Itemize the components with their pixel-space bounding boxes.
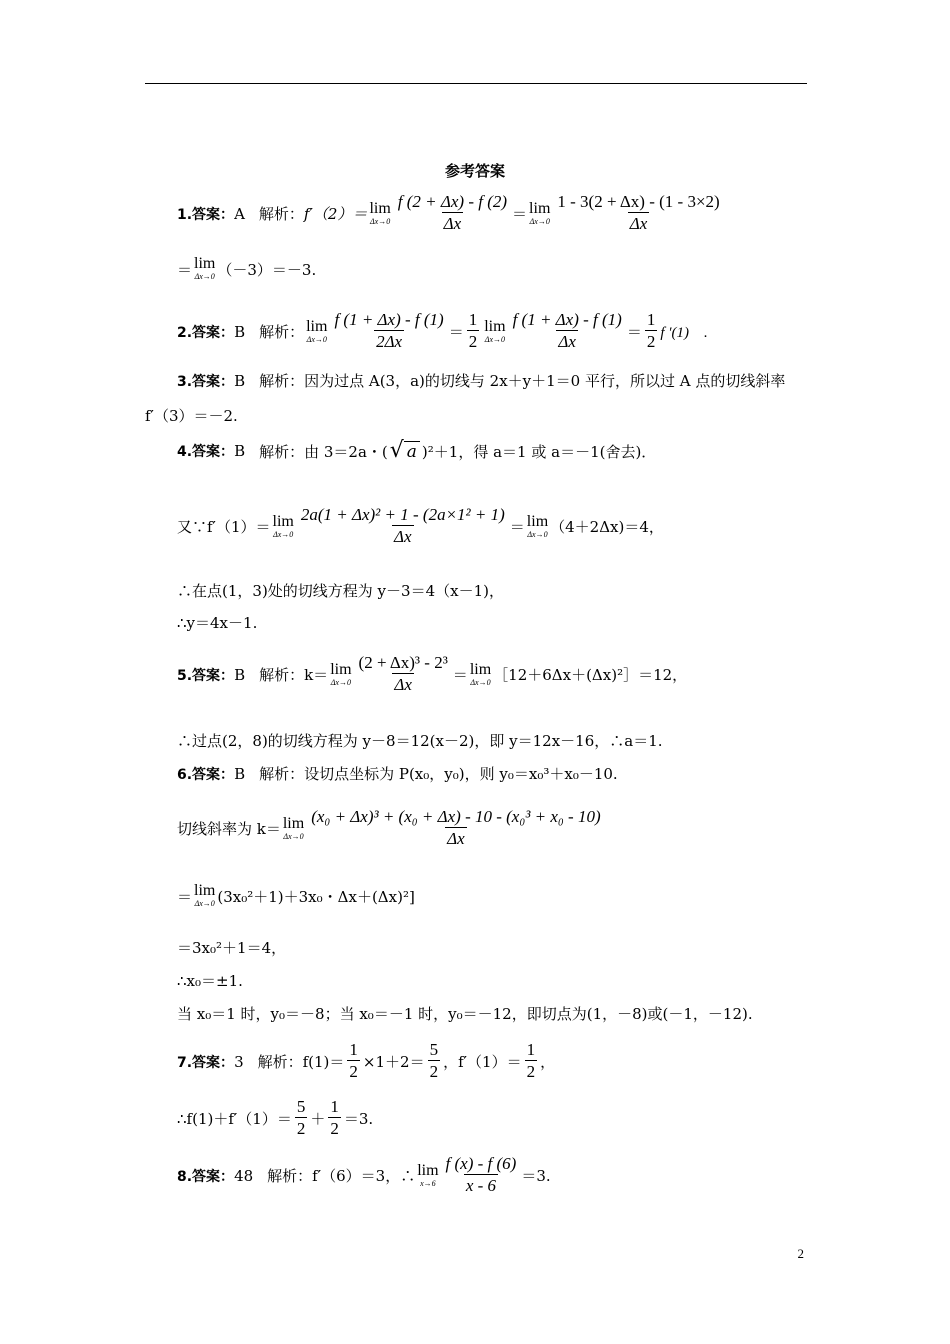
answer-choice: B: [234, 322, 246, 341]
limit-operator: lim Δx→0: [194, 255, 216, 281]
answer-choice: 48: [234, 1166, 254, 1185]
limit-operator: lim Δx→0: [282, 814, 305, 841]
result-text: ［12＋6Δx＋(Δx)²］＝12，: [493, 666, 688, 684]
answer-label: 5.答案：: [177, 667, 235, 684]
analysis-text: ×1＋2＝: [362, 1053, 425, 1071]
header-rule: [145, 83, 807, 84]
answer-label: 8.答案：: [177, 1168, 235, 1185]
fraction: $\frac{1 - 3(2 + \Delta x) - (1 - 3\times 2)}{\Delta x}$: [557, 192, 720, 233]
fraction: $\frac{1}{2}$: [646, 310, 656, 351]
fraction: $\frac{5}{2}$: [429, 1040, 439, 1081]
result-text: （4＋2Δx)＝4，: [550, 518, 664, 536]
fraction: $\frac{f (2 + \Delta x) - f (2)}{\Delta x}$: [397, 192, 508, 233]
answer-6-line5: ∴x₀＝±1.: [177, 972, 243, 990]
page-number: 2: [797, 1246, 804, 1261]
analysis-text: 解析：因为过点 A(3，a)的切线与 2x＋y＋1＝0 平行，所以过 A 点的切线斜率: [259, 372, 786, 390]
answer-choice: B: [234, 765, 246, 783]
answer-2: [177, 310, 708, 353]
fraction: $\frac{\text{2a(1 + Δx)² + 1 - (2a×1² + 1)}}{\Delta x}$: [300, 505, 505, 546]
answer-choice: B: [234, 372, 246, 390]
limit-operator: lim Δx→0: [526, 512, 549, 539]
equals: ＝: [177, 260, 193, 279]
limit-operator: lim Δx→0: [469, 660, 492, 687]
answer-label: 4.答案：: [177, 444, 235, 460]
fraction: $\frac{f (1 + \Delta x) - f (1)}{\Delta x}$: [512, 310, 622, 351]
limit-operator: lim Δx→0: [306, 317, 328, 344]
result-text: ＝3.: [343, 1110, 374, 1128]
answer-6: [177, 763, 618, 784]
result-text: f ′(1) .: [660, 325, 708, 341]
fraction: $\frac{5}{2}$: [296, 1097, 306, 1138]
answer-6-line6: 当 x₀＝1 时，y₀＝－8；当 x₀＝－1 时，y₀＝－12，即切点为(1，－8)或(－1，－12).: [177, 1005, 753, 1023]
answer-4: [177, 440, 656, 462]
analysis-text: 解析：设切点坐标为 P(x₀，y₀)，则 y₀＝x₀³＋x₀－10.: [259, 765, 618, 783]
plus: ＋: [310, 1110, 326, 1128]
answer-4-line3: ∴在点(1，3)处的切线方程为 y－3＝4（x－1)，: [177, 582, 504, 600]
answer-3: [177, 370, 785, 391]
limit-operator: lim Δx→0: [194, 882, 216, 908]
analysis-text: 切线斜率为 k＝: [177, 820, 281, 838]
analysis-label: 解析：: [259, 323, 305, 341]
equals: ＝: [177, 887, 193, 906]
answer-choice: A: [234, 204, 245, 223]
answer-label: 3.答案：: [177, 374, 235, 390]
fraction: $\frac{\text{(x₀ + Δx)³ + (x₀ + Δx) - 10 - (x₀³ + x₀ - 10)}}{\Delta x}$: [311, 807, 601, 848]
limit-operator: lim Δx→0: [529, 199, 551, 226]
answer-8: [177, 1154, 551, 1197]
fraction: $\frac{1}{2}$: [526, 1040, 536, 1081]
sqrt: √ a: [390, 440, 420, 462]
answer-choice: B: [234, 442, 246, 460]
limit-operator: lim Δx→0: [484, 317, 506, 344]
answer-1-line2: [177, 256, 316, 282]
answer-label: 1.答案：: [177, 206, 235, 223]
fraction: $\frac{1}{2}$: [330, 1097, 339, 1138]
answer-6-line4: ＝3x₀²＋1＝4，: [177, 939, 287, 957]
page-title: 参考答案: [444, 162, 505, 180]
result-text: （－3）＝－3.: [217, 260, 317, 279]
limit-operator: lim Δx→0: [369, 199, 391, 226]
answer-1: [177, 192, 725, 235]
fraction: $\frac{1}{2}$: [468, 310, 478, 351]
analysis-text: )²＋1，得 a＝1 或 a＝－1(舍去)．: [421, 442, 657, 461]
equals: ＝: [626, 323, 642, 341]
limit-operator: lim x→6: [417, 1161, 439, 1188]
analysis-label: 解析：: [258, 205, 304, 223]
limit-operator: lim Δx→0: [272, 512, 294, 539]
answer-7-line2: [177, 1097, 373, 1140]
limit-operator: lim Δx→0: [330, 660, 352, 687]
answer-4-line2: [177, 505, 664, 548]
answer-label: 6.答案：: [177, 767, 235, 783]
equals: ＝: [509, 518, 525, 536]
answer-choice: B: [234, 665, 246, 684]
fraction: $\frac{\text{(2 + Δx)³ - 2³}}{\Delta x}$: [358, 653, 448, 694]
fraction: $\frac{f (x) - f (6)}{x - 6}$: [445, 1154, 517, 1195]
answer-choice: 3: [234, 1052, 244, 1071]
answer-3-line2: f′（3）＝－2.: [145, 407, 238, 425]
answer-5: [177, 653, 687, 696]
answer-6-line3: [177, 883, 415, 909]
analysis-text: 解析：由 3＝2a・(: [259, 442, 388, 461]
analysis-text: ，f′（1）＝: [443, 1053, 522, 1071]
fraction: $\frac{f (1 + \Delta x) - f (1)}{2\Delta x}$: [334, 310, 444, 351]
equals: ＝: [448, 323, 464, 341]
analysis-text: 解析：f(1)＝: [257, 1053, 345, 1071]
result-text: ＝3.: [521, 1167, 551, 1185]
fraction: $\frac{1}{2}$: [349, 1040, 358, 1081]
analysis-text: ，: [540, 1053, 556, 1071]
answer-4-line4: ∴y＝4x－1.: [177, 614, 258, 632]
analysis-text: ∴f(1)＋f′（1）＝: [177, 1110, 292, 1128]
equals: ＝: [512, 205, 528, 223]
answer-6-line2: [177, 807, 606, 850]
analysis-text: 解析：k＝: [259, 666, 329, 684]
answer-label: 2.答案：: [177, 324, 235, 341]
answer-5-line2: ∴过点(2，8)的切线方程为 y－8＝12(x－2)，即 y＝12x－16，∴a＝1.: [177, 732, 663, 750]
derivative-lhs: f′（2）＝: [303, 205, 368, 223]
result-text: (3x₀²＋1)＋3x₀・Δx＋(Δx)²]: [217, 887, 415, 906]
answer-7: [177, 1040, 555, 1083]
answer-label: 7.答案：: [177, 1054, 235, 1071]
equals: ＝: [452, 666, 468, 684]
derivative-lhs: 又∵f′（1）＝: [177, 518, 271, 536]
analysis-text: 解析：f′（6）＝3，∴: [267, 1167, 416, 1185]
